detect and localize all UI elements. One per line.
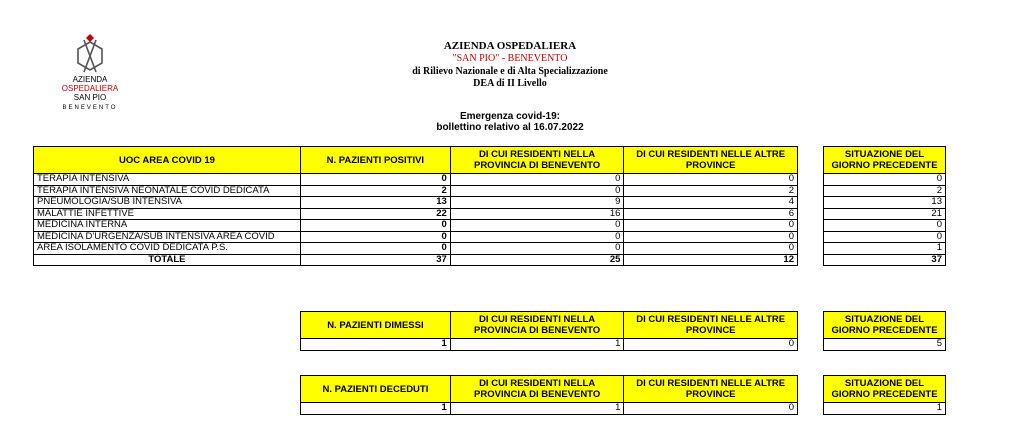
- dimessi-prev-table: [823, 311, 946, 351]
- bulletin-date: bollettino relativo al 16.07.2022: [436, 122, 584, 133]
- dimessi-altre: 0: [624, 339, 798, 351]
- row-altre: 2: [624, 185, 798, 197]
- prev-day-value: 1: [824, 243, 946, 255]
- total-positivi: 37: [300, 254, 450, 266]
- hospital-subtitle: "SAN PIO" - BENEVENTO: [452, 53, 568, 64]
- row-positivi: 22: [300, 208, 450, 220]
- row-positivi: 0: [300, 243, 450, 255]
- row-benevento: 0: [450, 220, 624, 232]
- logo-line-1: AZIENDA: [72, 75, 108, 84]
- deceduti-table: [300, 375, 798, 415]
- prev-day-value: 0: [824, 231, 946, 243]
- dimessi-header-altre: DI CUI RESIDENTI NELLE ALTRE PROVINCE: [624, 312, 798, 339]
- row-name: TERAPIA INTENSIVA: [34, 174, 301, 186]
- dimessi-table: [300, 311, 798, 351]
- bulletin-title: Emergenza covid-19:: [459, 111, 561, 122]
- deceduti-header: N. PAZIENTI DECEDUTI: [301, 376, 451, 403]
- prev-day-total: 37: [824, 254, 946, 266]
- prev-day-value: 0: [824, 220, 946, 232]
- row-positivi: 0: [300, 220, 450, 232]
- prev-day-value: 0: [824, 174, 946, 186]
- row-name: AREA ISOLAMENTO COVID DEDICATA P.S.: [34, 243, 301, 255]
- row-altre: 6: [624, 208, 798, 220]
- row-benevento: 16: [450, 208, 624, 220]
- deceduti-prev-table: [823, 375, 946, 415]
- prev-day-value: 13: [824, 197, 946, 209]
- row-name: MALATTIE INFETTIVE: [34, 208, 301, 220]
- hospital-title: AZIENDA OSPEDALIERA: [443, 40, 577, 52]
- row-positivi: 0: [300, 231, 450, 243]
- deceduti-header-altre: DI CUI RESIDENTI NELLE ALTRE PROVINCE: [624, 376, 798, 403]
- row-altre: 0: [624, 174, 798, 186]
- row-name: MEDICINA D'URGENZA/SUB INTENSIVA AREA COVID: [34, 231, 301, 243]
- table-row: [34, 208, 798, 220]
- logo-line-2: OSPEDALIERA: [61, 84, 119, 93]
- table-row: [34, 243, 798, 255]
- table-row: [34, 174, 798, 186]
- total-label: TOTALE: [34, 254, 301, 266]
- dimessi-prev-value: 5: [824, 339, 946, 351]
- row-altre: 0: [624, 231, 798, 243]
- deceduti-prev-header: SITUAZIONE DEL GIORNO PRECEDENTE: [824, 376, 946, 403]
- row-altre: 0: [624, 243, 798, 255]
- row-positivi: 0: [300, 174, 450, 186]
- row-altre: 0: [624, 220, 798, 232]
- dimessi-benevento: 1: [450, 339, 624, 351]
- row-benevento: 9: [450, 197, 624, 209]
- row-benevento: 0: [450, 243, 624, 255]
- col-header-altre: DI CUI RESIDENTI NELLE ALTRE PROVINCE: [624, 147, 798, 174]
- row-positivi: 2: [300, 185, 450, 197]
- row-benevento: 0: [450, 185, 624, 197]
- main-table: [33, 146, 798, 266]
- dimessi-value: 1: [301, 339, 451, 351]
- row-positivi: 13: [300, 197, 450, 209]
- deceduti-benevento: 1: [450, 403, 624, 415]
- logo-line-3: SAN PIO: [73, 93, 107, 102]
- prev-day-value: 2: [824, 185, 946, 197]
- hospital-level: DEA di II Livello: [473, 78, 547, 89]
- logo-line-4: BENEVENTO: [62, 105, 118, 111]
- prev-day-header: SITUAZIONE DEL GIORNO PRECEDENTE: [824, 147, 946, 174]
- table-row: [34, 220, 798, 232]
- dimessi-prev-header: SITUAZIONE DEL GIORNO PRECEDENTE: [824, 312, 946, 339]
- col-header-uoc: UOC AREA COVID 19: [34, 147, 301, 174]
- prev-day-table: [823, 146, 946, 266]
- dimessi-header-benevento: DI CUI RESIDENTI NELLA PROVINCIA DI BENEVENTO: [450, 312, 624, 339]
- col-header-positivi: N. PAZIENTI POSITIVI: [300, 147, 450, 174]
- deceduti-header-benevento: DI CUI RESIDENTI NELLA PROVINCIA DI BENEVENTO: [450, 376, 624, 403]
- deceduti-altre: 0: [624, 403, 798, 415]
- row-altre: 4: [624, 197, 798, 209]
- row-benevento: 0: [450, 231, 624, 243]
- deceduti-prev-value: 1: [824, 403, 946, 415]
- table-row: [34, 185, 798, 197]
- col-header-benevento: DI CUI RESIDENTI NELLA PROVINCIA DI BENEVENTO: [450, 147, 624, 174]
- table-row: [34, 231, 798, 243]
- hospital-description: di Rilievo Nazionale e di Alta Specializzazione: [412, 66, 608, 77]
- row-name: PNEUMOLOGIA/SUB INTENSIVA: [34, 197, 301, 209]
- table-row: [34, 197, 798, 209]
- prev-day-value: 21: [824, 208, 946, 220]
- row-benevento: 0: [450, 174, 624, 186]
- total-row: [34, 254, 798, 266]
- row-name: MEDICINA INTERNA: [34, 220, 301, 232]
- deceduti-value: 1: [301, 403, 451, 415]
- dimessi-header: N. PAZIENTI DIMESSI: [301, 312, 451, 339]
- row-name: TERAPIA INTENSIVA NEONATALE COVID DEDICATA: [34, 185, 301, 197]
- total-altre: 12: [624, 254, 798, 266]
- total-benevento: 25: [450, 254, 624, 266]
